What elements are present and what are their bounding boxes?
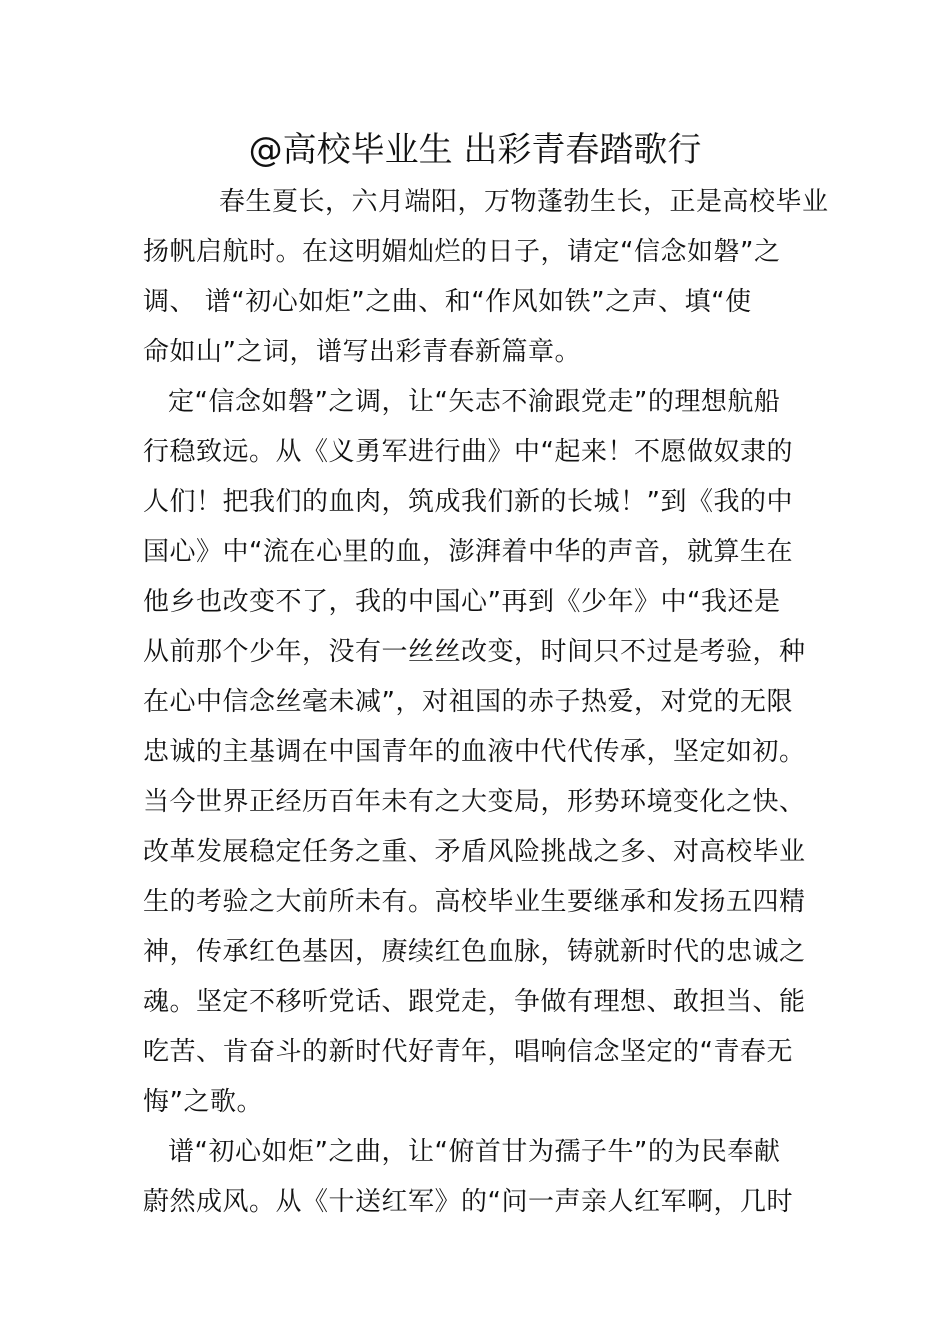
text-line: 人们！把我们的血肉，筑成我们新的长城！”到《我的中 — [143, 487, 793, 517]
text-line: 忠诚的主基调在中国青年的血液中代代传承，坚定如初。 — [143, 737, 806, 767]
text-line: 国心》中“流在心里的血，澎湃着中华的声音，就算生在 — [143, 537, 793, 567]
text-line: 扬帆启航时。在这明媚灿烂的日子，请定“信念如磐”之 — [143, 237, 781, 267]
text-line: 吃苦、肯奋斗的新时代好青年，唱响信念坚定的“青春无 — [143, 1037, 793, 1067]
text-line: 在心中信念丝毫未减”，对祖国的赤子热爱，对党的无限 — [143, 687, 793, 717]
text-line: 他乡也改变不了，我的中国心”再到《少年》中“我还是 — [143, 587, 781, 617]
text-line: 蔚然成风。从《十送红军》的“问一声亲人红军啊，几时 — [143, 1187, 793, 1217]
text-line: 魂。坚定不移听党话、跟党走，争做有理想、敢担当、能 — [143, 987, 806, 1017]
text-line: 行稳致远。从《义勇军进行曲》中“起来！不愿做奴隶的 — [143, 437, 793, 467]
text-line: 从前那个少年，没有一丝丝改变，时间只不过是考验，种 — [143, 637, 806, 667]
text-line: 当今世界正经历百年未有之大变局，形势环境变化之快、 — [143, 787, 806, 817]
text-line: 调、 谱“初心如炬”之曲、和“作风如铁”之声、填“使 — [143, 287, 752, 317]
text-line: 悔”之歌。 — [143, 1087, 263, 1117]
text-line: 生的考验之大前所未有。高校毕业生要继承和发扬五四精 — [143, 887, 806, 917]
text-line: 命如山”之词，谱写出彩青春新篇章。 — [143, 337, 581, 367]
text-line: 定“信念如磐”之调，让“矢志不渝跟党走”的理想航船 — [168, 387, 781, 417]
text-line: 改革发展稳定任务之重、矛盾风险挑战之多、对高校毕业 — [143, 837, 806, 867]
text-line: 谱“初心如炬”之曲，让“俯首甘为孺子牛”的为民奉献 — [168, 1137, 781, 1167]
text-line: 春生夏长，六月端阳，万物蓬勃生长，正是高校毕业 — [219, 187, 829, 217]
document-title: @高校毕业生 出彩青春踏歌行 — [248, 130, 702, 170]
text-line: 神，传承红色基因，赓续红色血脉，铸就新时代的忠诚之 — [143, 937, 806, 967]
